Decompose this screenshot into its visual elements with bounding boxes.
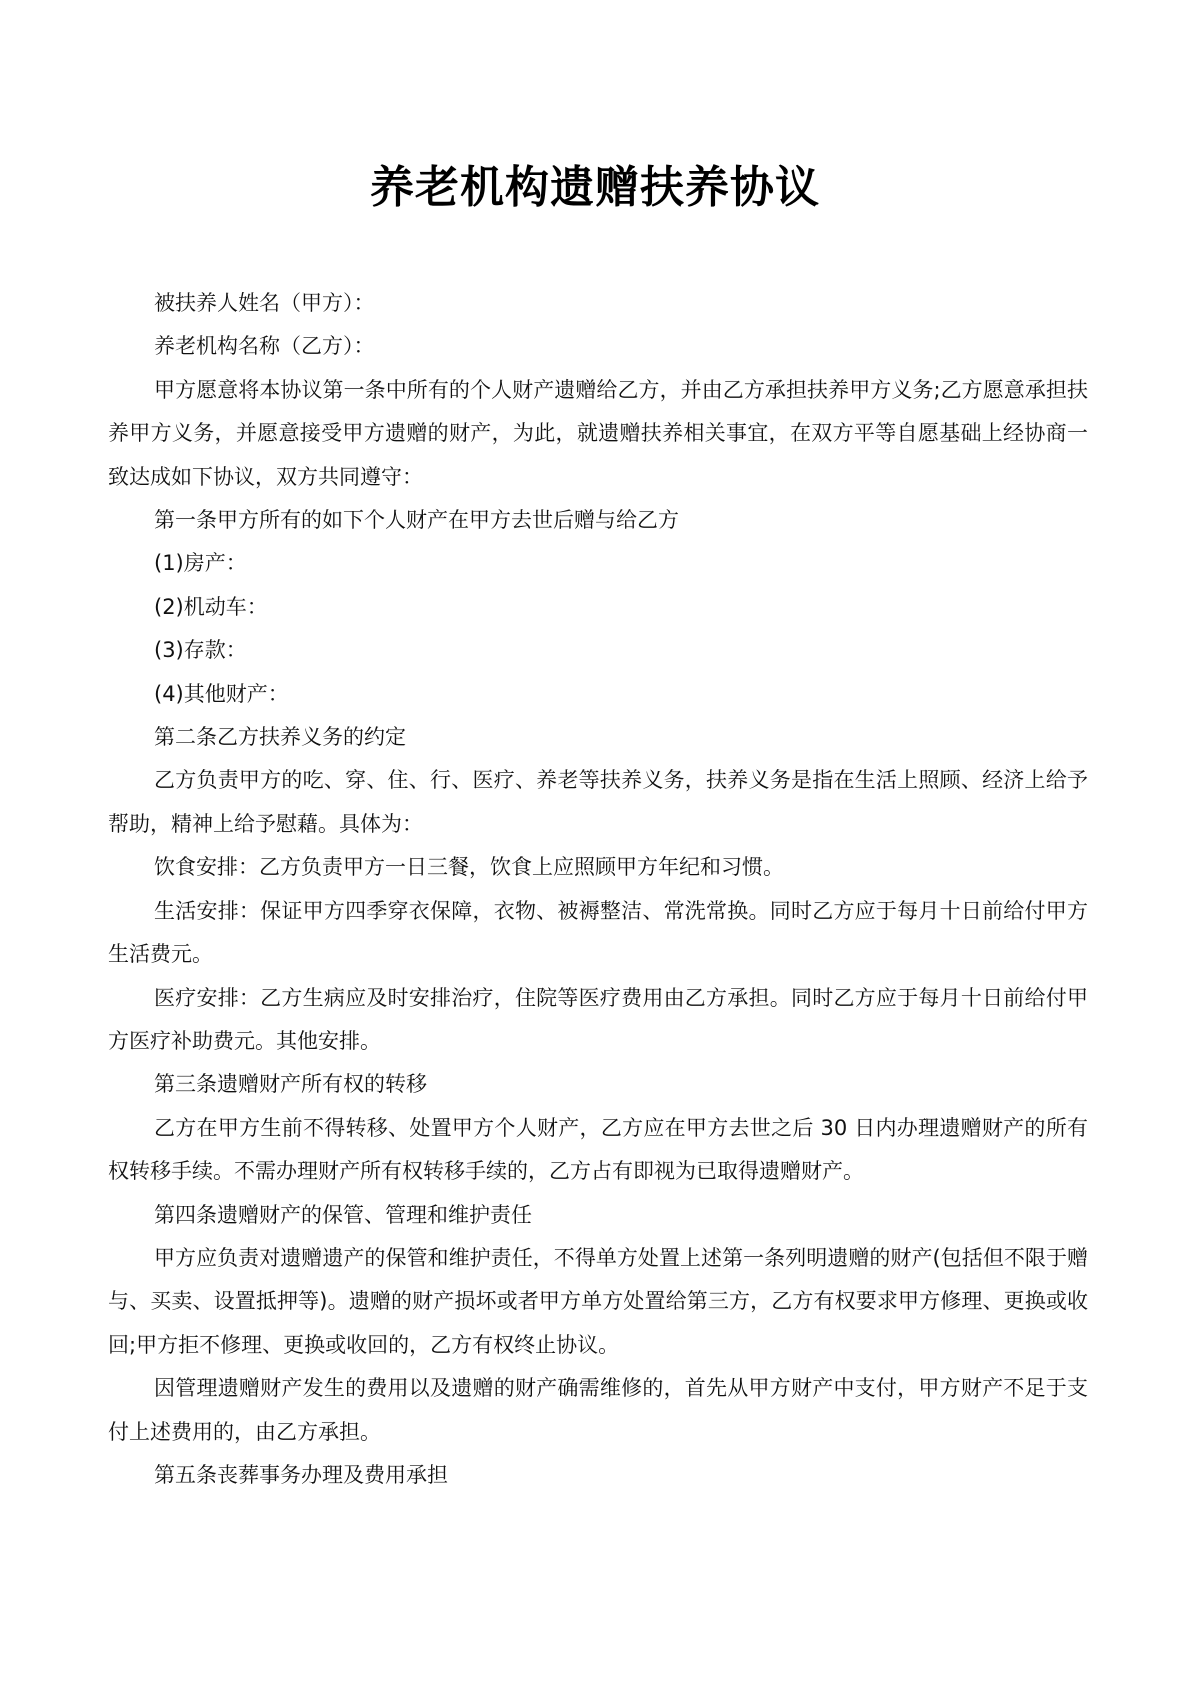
article-4-heading: 第四条遗赠财产的保管、管理和维护责任	[154, 1202, 532, 1227]
preamble-paragraph: 甲方愿意将本协议第一条中所有的个人财产遗赠给乙方，并由乙方承担扶养甲方义务;乙方愿意承担扶养甲方义务，并愿意接受甲方遗赠的财产，为此，就遗赠扶养相关事宜，在双方平等自愿基础上经协商一致达成如下协议，双方共同遵守：	[108, 377, 1088, 489]
article-4-paragraph-2: 因管理遗赠财产发生的费用以及遗赠的财产确需维修的，首先从甲方财产中支付，甲方财产不足于支付上述费用的，由乙方承担。	[108, 1376, 1088, 1444]
living-arrangement: 生活安排：保证甲方四季穿衣保障，衣物、被褥整洁、常洗常换。同时乙方应于每月十日前给付甲方生活费元。	[108, 898, 1088, 967]
article-3-heading: 第三条遗赠财产所有权的转移	[154, 1072, 427, 1097]
article-2-heading: 第二条乙方扶养义务的约定	[154, 725, 406, 750]
article-5-heading: 第五条丧葬事务办理及费用承担	[154, 1462, 448, 1487]
article-4-paragraph-1: 甲方应负责对遗赠遗产的保管和维护责任，不得单方处置上述第一条列明遗赠的财产(包括但不限于赠与、买卖、设置抵押等)。遗赠的财产损坏或者甲方单方处置给第三方，乙方有权要求甲方修理、更换或收回;甲方拒不修理、更换或收回的，乙方有权终止协议。	[108, 1245, 1088, 1357]
diet-arrangement: 饮食安排：乙方负责甲方一日三餐，饮食上应照顾甲方年纪和习惯。	[154, 855, 784, 880]
property-item-other: (4)其他财产：	[154, 681, 289, 706]
property-item-vehicle: (2)机动车：	[154, 594, 268, 619]
article-2-paragraph: 乙方负责甲方的吃、穿、住、行、医疗、养老等扶养义务，扶养义务是指在生活上照顾、经济上给予帮助，精神上给予慰藉。具体为：	[108, 768, 1088, 836]
article-1-heading: 第一条甲方所有的如下个人财产在甲方去世后赠与给乙方	[154, 508, 679, 533]
document-body	[108, 282, 1088, 1497]
article-3-paragraph: 乙方在甲方生前不得转移、处置甲方个人财产，乙方应在甲方去世之后 30 日内办理遗赠财产的所有权转移手续。不需办理财产所有权转移手续的，乙方占有即视为已取得遗赠财产。	[108, 1115, 1088, 1184]
property-item-deposit: (3)存款：	[154, 638, 247, 663]
medical-arrangement: 医疗安排：乙方生病应及时安排治疗，住院等医疗费用由乙方承担。同时乙方应于每月十日前给付甲方医疗补助费元。其他安排。	[108, 985, 1088, 1053]
property-item-house: (1)房产：	[154, 551, 247, 576]
party-a-name-line: 被扶养人姓名（甲方）：	[154, 291, 375, 315]
document-title: 养老机构遗赠扶养协议	[370, 162, 820, 213]
party-b-name-line: 养老机构名称（乙方）：	[154, 334, 375, 359]
